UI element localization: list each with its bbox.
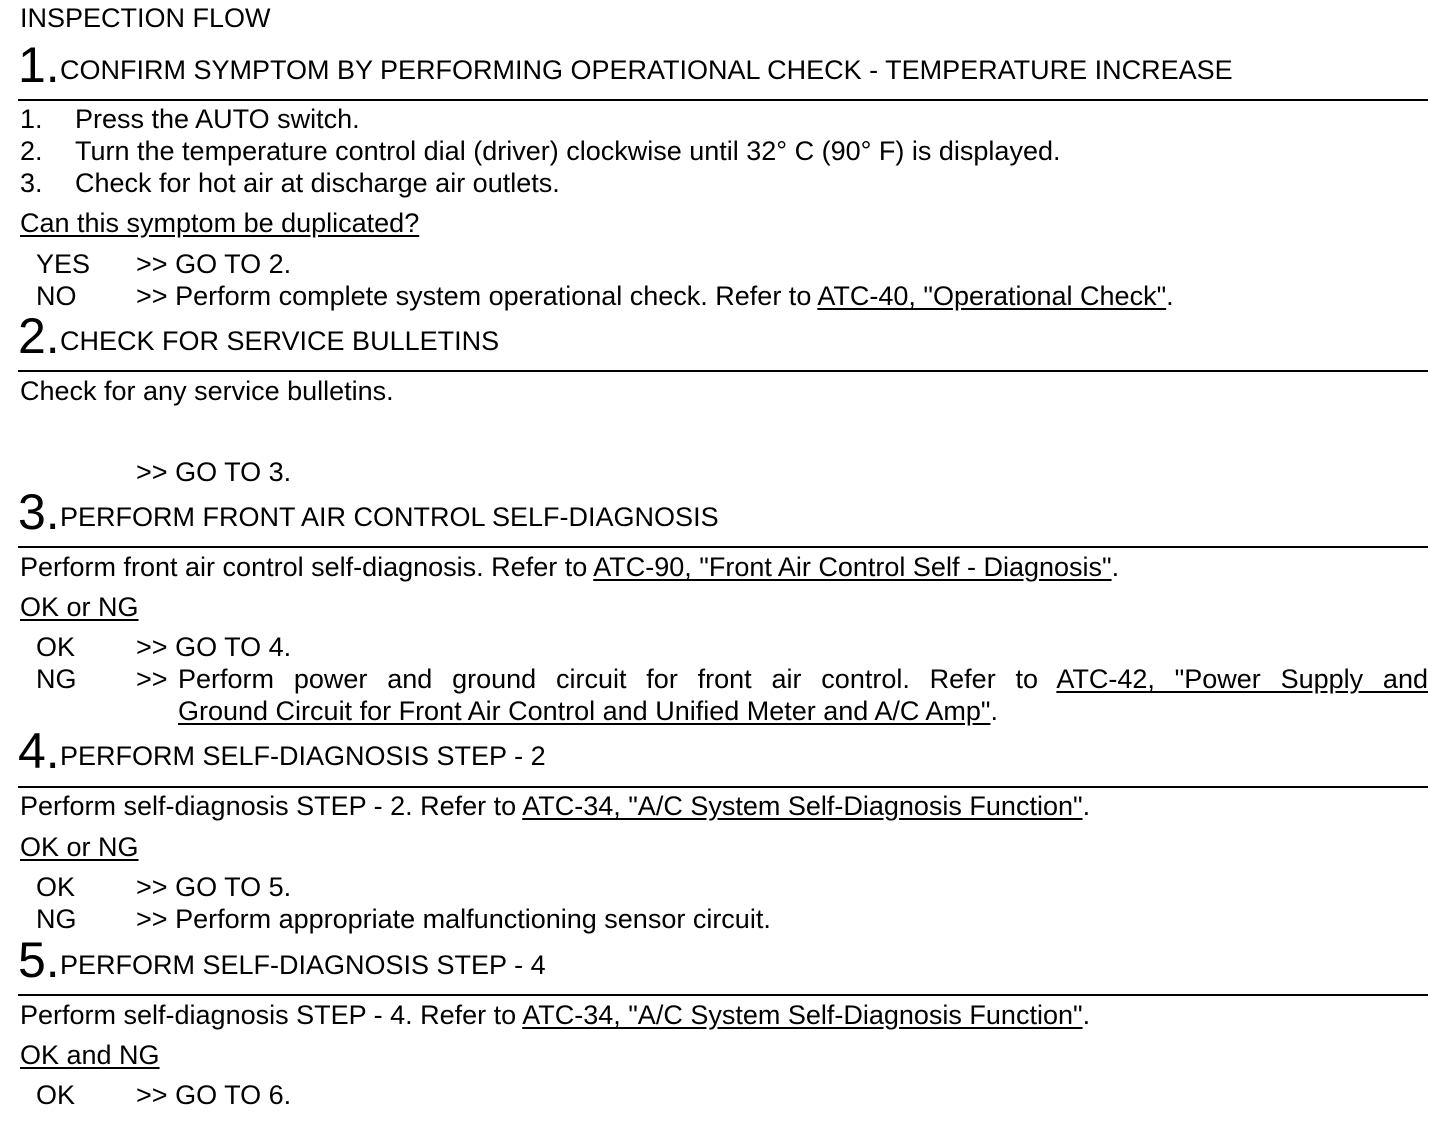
result-text: Perform complete system operational check. Refer to bbox=[175, 281, 818, 311]
result-text: GO TO 4. bbox=[175, 632, 292, 662]
step-title: CONFIRM SYMPTOM BY PERFORMING OPERATIONAL CHECK - TEMPERATURE INCREASE bbox=[60, 55, 1233, 85]
reference-link[interactable]: Ground Circuit for Front Air Control and Unified Meter and A/C Amp" bbox=[178, 696, 991, 726]
step-number: 3. bbox=[18, 484, 60, 540]
result-label: NO bbox=[36, 281, 77, 311]
reference-link[interactable]: ATC-40, "Operational Check" bbox=[817, 281, 1167, 311]
list-item-text: Press the AUTO switch. bbox=[75, 104, 360, 134]
result-text: GO TO 5. bbox=[175, 872, 292, 902]
result-label: OK bbox=[36, 1080, 76, 1110]
step-body-text: Check for any service bulletins. bbox=[20, 376, 394, 406]
step-number: 4. bbox=[18, 723, 60, 779]
reference-link[interactable]: ATC-34, "A/C System Self-Diagnosis Function" bbox=[522, 791, 1083, 821]
result-text: Perform power and ground circuit for front air control. Refer to ATC-42, "Power Supply and bbox=[178, 664, 1428, 694]
result-arrow: >> GO TO 3. bbox=[136, 457, 292, 487]
result-label: OK bbox=[36, 632, 76, 662]
step-number: 1. bbox=[18, 37, 60, 93]
result-arrow: >> GO TO 6. bbox=[136, 1080, 292, 1110]
result-text: Perform appropriate malfunctioning sensor circuit. bbox=[175, 904, 771, 934]
result-label: NG bbox=[36, 904, 77, 934]
step-body-text: Perform self-diagnosis STEP - 2. Refer to ATC-34, "A/C System Self-Diagnosis Function". bbox=[20, 791, 1091, 821]
section-divider bbox=[18, 370, 1428, 372]
step-title: PERFORM SELF-DIAGNOSIS STEP - 4 bbox=[60, 950, 546, 980]
step-body-text: Perform front air control self-diagnosis. Refer to ATC-90, "Front Air Control Self - Diagnosis". bbox=[20, 552, 1120, 582]
result-arrow: >> GO TO 2. bbox=[136, 249, 292, 279]
result-label: YES bbox=[36, 249, 91, 279]
result-label: NG bbox=[36, 664, 77, 694]
reference-link[interactable]: ATC-34, "A/C System Self-Diagnosis Function" bbox=[522, 1000, 1083, 1030]
step-title: PERFORM FRONT AIR CONTROL SELF-DIAGNOSIS bbox=[60, 502, 719, 532]
result-arrow: >> GO TO 5. bbox=[136, 872, 292, 902]
section-divider bbox=[18, 994, 1428, 996]
section-divider bbox=[18, 99, 1428, 101]
step-number: 2. bbox=[18, 308, 60, 364]
step-title: PERFORM SELF-DIAGNOSIS STEP - 2 bbox=[60, 741, 546, 771]
list-item-text: Turn the temperature control dial (driver) clockwise until 32° C (90° F) is displayed. bbox=[75, 136, 1061, 166]
reference-link[interactable]: ATC-90, "Front Air Control Self - Diagnosis" bbox=[593, 552, 1112, 582]
section-divider bbox=[18, 786, 1428, 788]
decision-question: OK and NG bbox=[20, 1040, 160, 1070]
list-item-number: 1. bbox=[20, 104, 43, 134]
result-label: OK bbox=[36, 872, 76, 902]
step-body-text: Perform self-diagnosis STEP - 4. Refer to ATC-34, "A/C System Self-Diagnosis Function". bbox=[20, 1000, 1091, 1030]
step-title: CHECK FOR SERVICE BULLETINS bbox=[60, 326, 500, 356]
decision-question: OK or NG bbox=[20, 592, 139, 622]
result-arrow: >> bbox=[136, 664, 168, 694]
section-divider bbox=[18, 546, 1428, 548]
result-text: GO TO 2. bbox=[175, 249, 292, 279]
decision-question: Can this symptom be duplicated? bbox=[20, 208, 420, 238]
page-title: INSPECTION FLOW bbox=[20, 3, 271, 33]
result-arrow: >> Perform appropriate malfunctioning sensor circuit. bbox=[136, 904, 771, 934]
result-text: GO TO 3. bbox=[175, 457, 292, 487]
list-item-text: Check for hot air at discharge air outlets. bbox=[75, 168, 560, 198]
result-text: GO TO 6. bbox=[175, 1080, 292, 1110]
result-text-continued: Ground Circuit for Front Air Control and Unified Meter and A/C Amp". bbox=[178, 696, 998, 726]
step-number: 5. bbox=[18, 932, 60, 988]
decision-question: OK or NG bbox=[20, 832, 139, 862]
list-item-number: 3. bbox=[20, 168, 43, 198]
result-arrow: >> Perform complete system operational check. Refer to ATC-40, "Operational Check". bbox=[136, 281, 1174, 311]
reference-link[interactable]: ATC-42, "Power Supply and bbox=[1056, 664, 1428, 694]
list-item-number: 2. bbox=[20, 136, 43, 166]
result-arrow: >> GO TO 4. bbox=[136, 632, 292, 662]
